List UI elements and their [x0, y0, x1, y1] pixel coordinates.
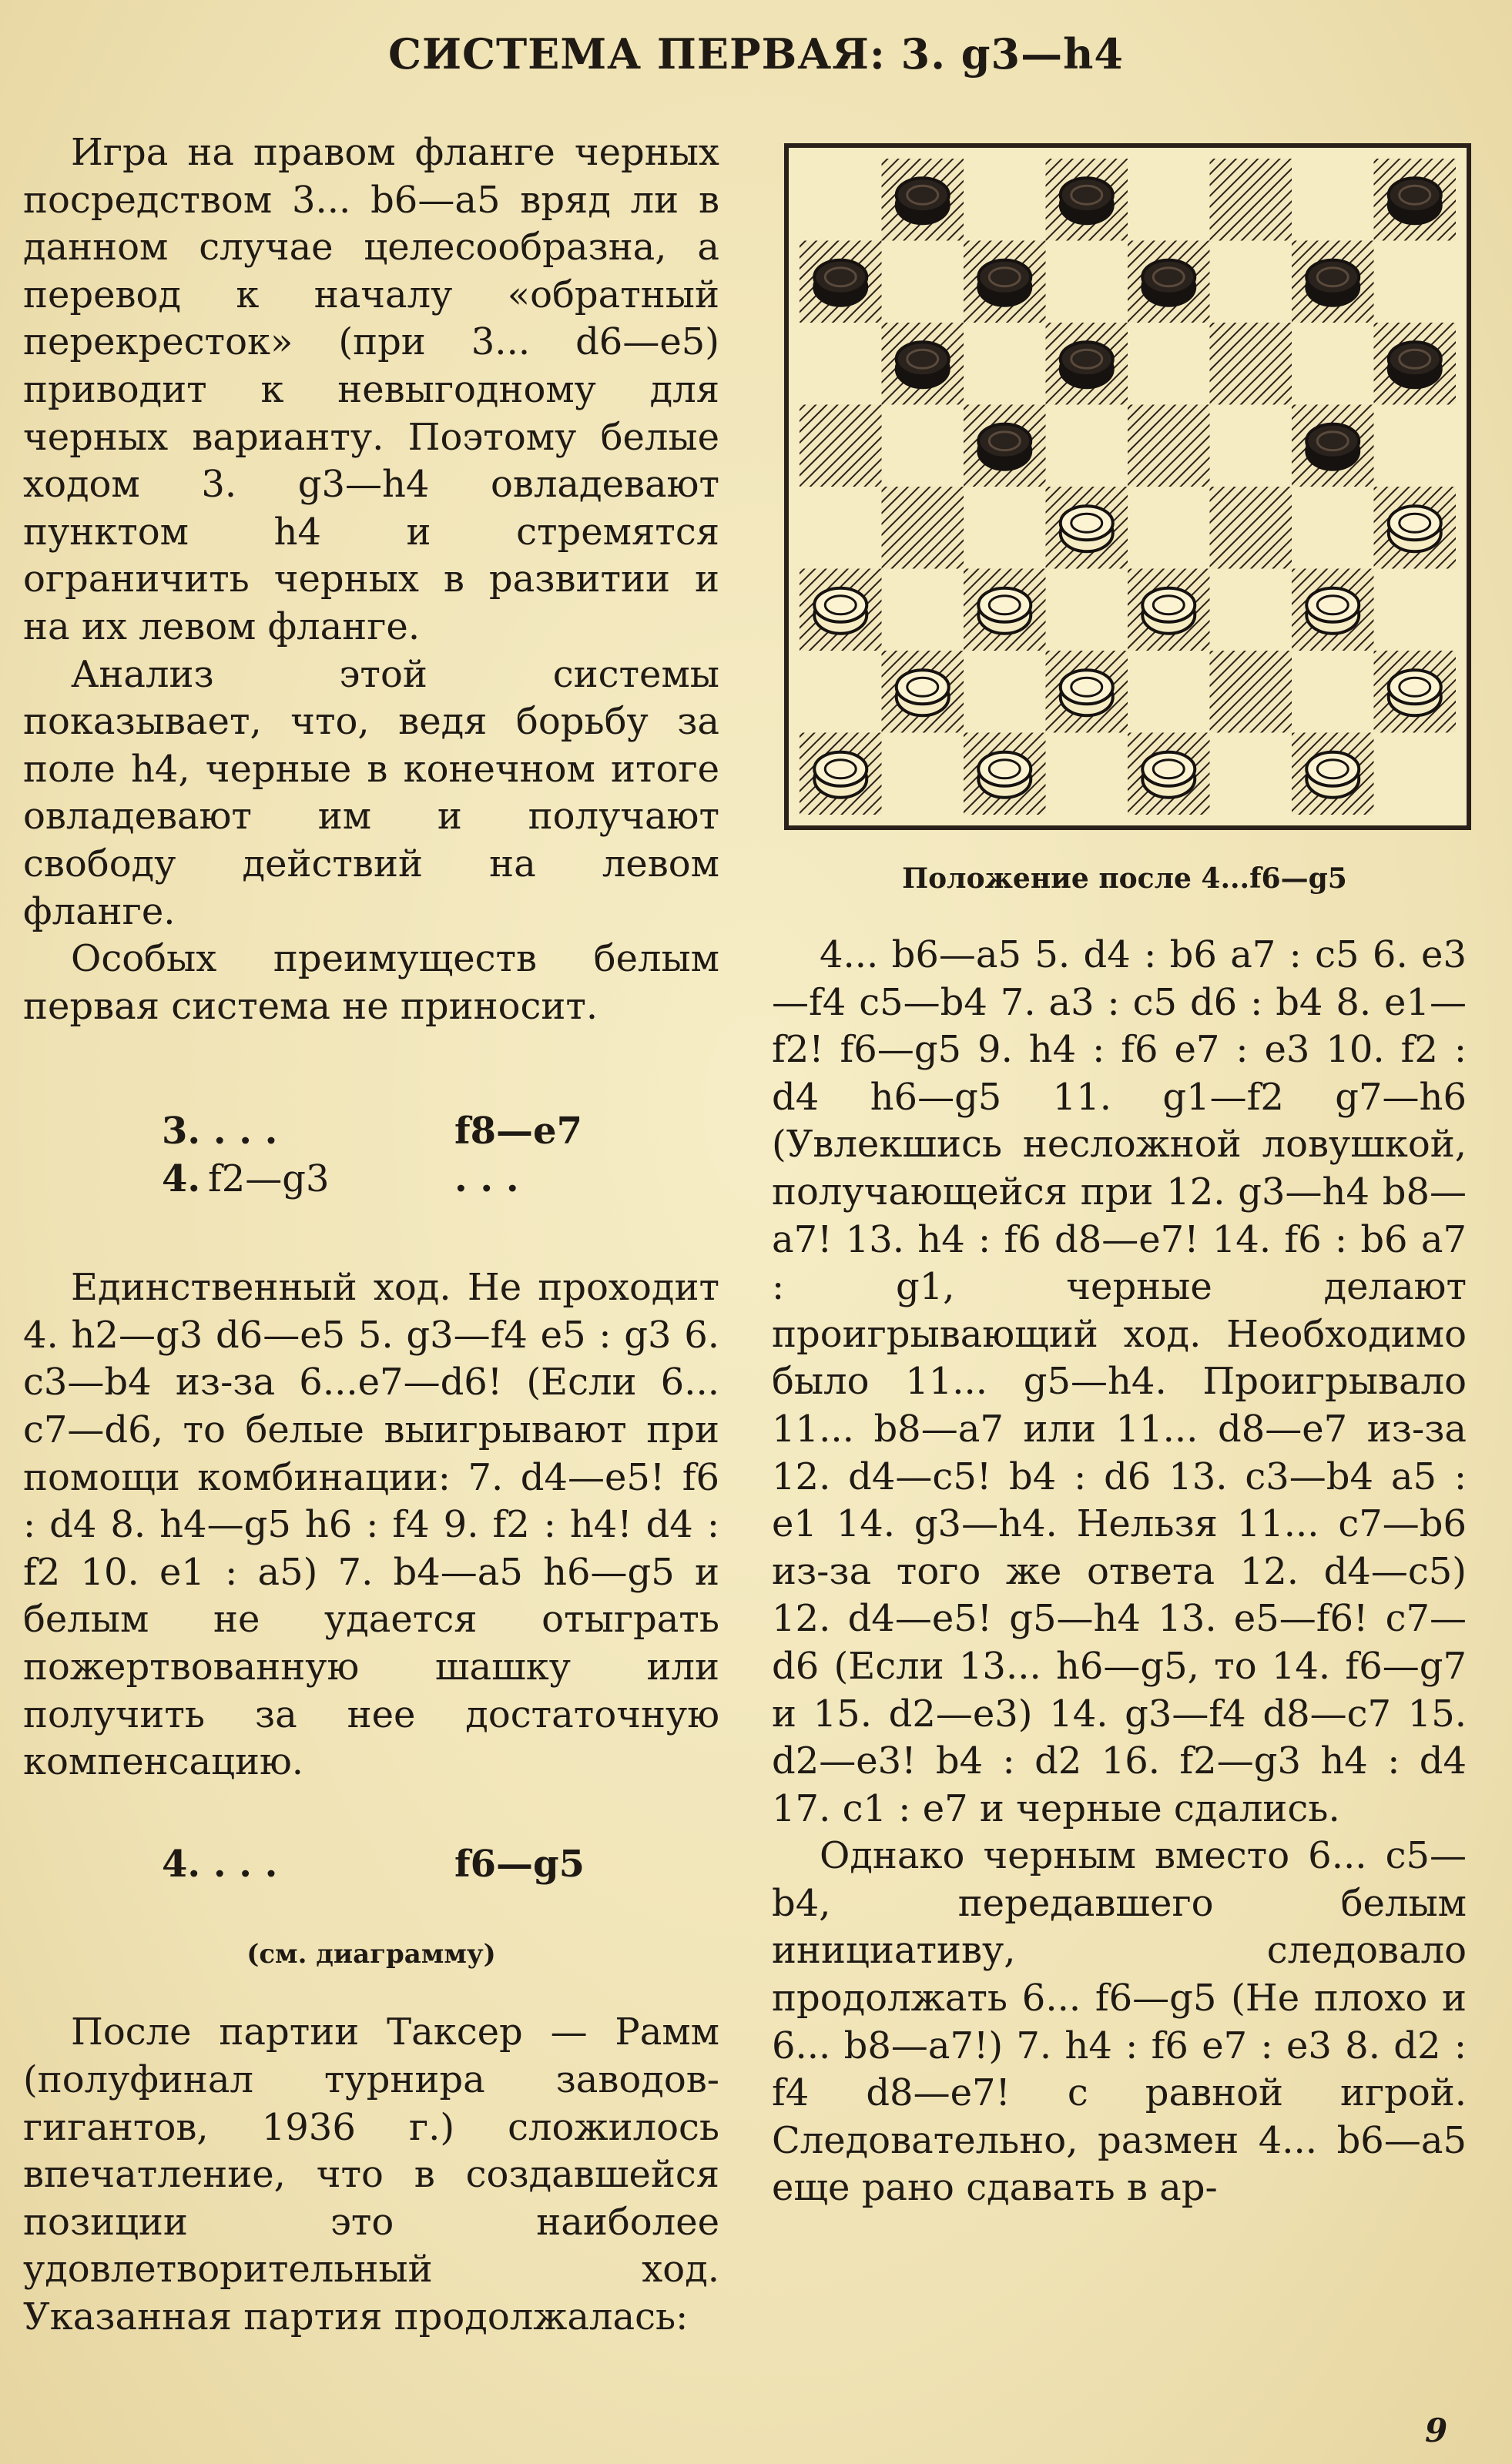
light-square — [882, 733, 964, 815]
move-line — [23, 1107, 719, 1155]
white-checker — [1061, 670, 1113, 715]
move-number: 3. . . . — [162, 1110, 278, 1153]
move-black: f8—e7 — [454, 1110, 582, 1153]
light-square — [1128, 159, 1210, 241]
move-black: f6—g5 — [454, 1842, 585, 1886]
white-checker — [814, 752, 867, 798]
light-square — [1292, 159, 1374, 241]
move-white: f2—g3 — [208, 1157, 330, 1201]
light-square — [882, 569, 964, 651]
dark-square — [1210, 323, 1292, 405]
white-checker — [978, 588, 1031, 634]
paragraph-only-move: Единственный ход. Не проходит 4. h2—g3 d6—e5 5. g3—f4 e5 : g3 6. c3—b4 из-за 6...e7—d6! (Если 6... c7—d6, то белые выигрывают при помощи комбинации: 7. d4—e5! f6 : d4 8. h4—g5 h6 : f4 9. f2 : h4! d4 : f2 10. e1 : a5) 7. b4—a5 h6—g5 и белым не удается отыграть пожертвованную шашку или получить за нее достаточную компенсацию. — [23, 1266, 719, 1784]
light-square — [1210, 241, 1292, 323]
light-square — [1374, 569, 1457, 651]
light-square — [1374, 241, 1457, 323]
white-checker — [1061, 506, 1113, 551]
paragraph-game: После партии Таксер — Рамм (полуфинал турнира заводов-гигантов, 1936 г.) сложилось впечатление, что в создавшейся позиции это наиболее удовлетворительный ход. Указанная партия продолжалась: — [23, 2010, 719, 2338]
light-square — [964, 323, 1046, 405]
dark-square — [882, 487, 964, 569]
black-checker — [897, 178, 949, 223]
light-square — [882, 241, 964, 323]
light-square — [800, 159, 882, 241]
light-square — [1292, 651, 1374, 733]
white-checker — [1389, 506, 1441, 551]
light-square — [1046, 405, 1128, 487]
light-square — [800, 651, 882, 733]
light-square — [1292, 487, 1374, 569]
light-square — [1128, 487, 1210, 569]
page-number: 9 — [1425, 2412, 1448, 2449]
black-checker — [897, 342, 949, 387]
light-square — [1210, 733, 1292, 815]
black-checker — [1389, 342, 1441, 387]
light-square — [964, 159, 1046, 241]
light-square — [800, 487, 882, 569]
black-checker — [1306, 260, 1359, 306]
dark-square — [1210, 487, 1292, 569]
light-square — [1210, 569, 1292, 651]
light-square — [1292, 323, 1374, 405]
dark-square — [1210, 651, 1292, 733]
light-square — [1210, 405, 1292, 487]
move-block-2 — [23, 1840, 719, 1888]
light-square — [1046, 569, 1128, 651]
white-checker — [814, 588, 867, 634]
black-checker — [1061, 178, 1113, 223]
paragraph-however: Однако черным вместо 6... c5—b4, передавшего белым инициативу, следовало продолжать 6... f6—g5 (Не плохо и 6... b8—a7!) 7. h4 : f6 e7 : e3 8. d2 : f4 d8—e7! с равной игрой. Следовательно, размен 4... b6—a5 еще рано сдавать в ар- — [772, 1834, 1467, 2210]
light-square — [964, 487, 1046, 569]
white-checker — [897, 670, 949, 715]
move-number: 4. — [162, 1157, 201, 1201]
black-checker — [1306, 424, 1359, 470]
move-number: 4. . . . — [162, 1842, 278, 1886]
light-square — [1046, 241, 1128, 323]
black-checker — [978, 424, 1031, 470]
paragraph-intro: Игра на правом фланге черных посредством 3... b6—a5 вряд ли в данном случае целесообразна, а перевод к началу «обратный перекресток» (при 3... d6—e5) приводит к невыгодному для черных варианту. Поэтому белые ходом 3. g3—h4 овладевают пунктом h4 и стремятся ограничить черных в развитии и на их левом фланге. — [23, 131, 719, 648]
light-square — [1128, 323, 1210, 405]
move-line — [23, 1155, 719, 1203]
move-line — [23, 1840, 719, 1888]
dark-square — [1210, 159, 1292, 241]
white-checker — [1306, 752, 1359, 798]
checkers-board — [800, 159, 1456, 815]
black-checker — [1061, 342, 1113, 387]
black-checker — [1389, 178, 1441, 223]
white-checker — [978, 752, 1031, 798]
dark-square — [1128, 405, 1210, 487]
light-square — [1374, 405, 1457, 487]
dark-square — [800, 405, 882, 487]
right-column — [772, 932, 1467, 2212]
light-square — [800, 323, 882, 405]
see-diagram-note: (см. диаграмму) — [246, 1938, 496, 1970]
white-checker — [1389, 670, 1441, 715]
diagram-caption: Положение после 4...f6—g5 — [902, 862, 1347, 895]
white-checker — [1306, 588, 1359, 634]
light-square — [882, 405, 964, 487]
move-black: . . . — [454, 1157, 519, 1201]
light-square — [964, 651, 1046, 733]
page-title: СИСТЕМА ПЕРВАЯ: 3. g3—h4 — [388, 29, 1124, 79]
paragraph-game-moves: 4... b6—a5 5. d4 : b6 a7 : c5 6. e3—f4 c5—b4 7. a3 : c5 d6 : b4 8. e1—f2! f6—g5 9. h4 : f6 e7 : e3 10. f2 : d4 h6—g5 11. g1—f2 g7—h6 (Увлекшись несложной ловушкой, получающейся при 12. g3—h4 b8—a7! 13. h4 : f6 d8—e7! 14. f6 : b6 a7 : g1, черные делают проигрывающий ход. Необходимо было 11... g5—h4. Проигрывало 11... b8—a7 или 11... d8—e7 из-за 12. d4—c5! b4 : d6 13. c3—b4 a5 : e1 14. g3—h4. Нельзя 11... c7—b6 из-за того же ответа 12. d4—c5) 12. d4—e5! g5—h4 13. e5—f6! c7—d6 (Если 13... h6—g5, то 14. f6—g7 и 15. d2—e3) 14. g3—f4 d8—c7 15. d2—e3! b4 : d2 16. f2—g3 h4 : d4 17. c1 : e7 и черные сдались. — [772, 933, 1467, 1830]
black-checker — [978, 260, 1031, 306]
light-square — [1374, 733, 1457, 815]
white-checker — [1142, 752, 1195, 798]
black-checker — [814, 260, 867, 306]
paragraph-conclusion: Особых преимуществ белым первая система не приносит. — [23, 937, 719, 1028]
light-square — [1128, 651, 1210, 733]
move-block-1 — [23, 1107, 719, 1203]
checkers-diagram — [784, 143, 1471, 830]
white-checker — [1142, 588, 1195, 634]
paragraph-analysis: Анализ этой системы показывает, что, ведя борьбу за поле h4, черные в конечном итоге овладевают им и получают свободу действий на левом фланге. — [23, 652, 719, 933]
light-square — [1046, 733, 1128, 815]
black-checker — [1142, 260, 1195, 306]
left-column — [23, 129, 719, 2342]
